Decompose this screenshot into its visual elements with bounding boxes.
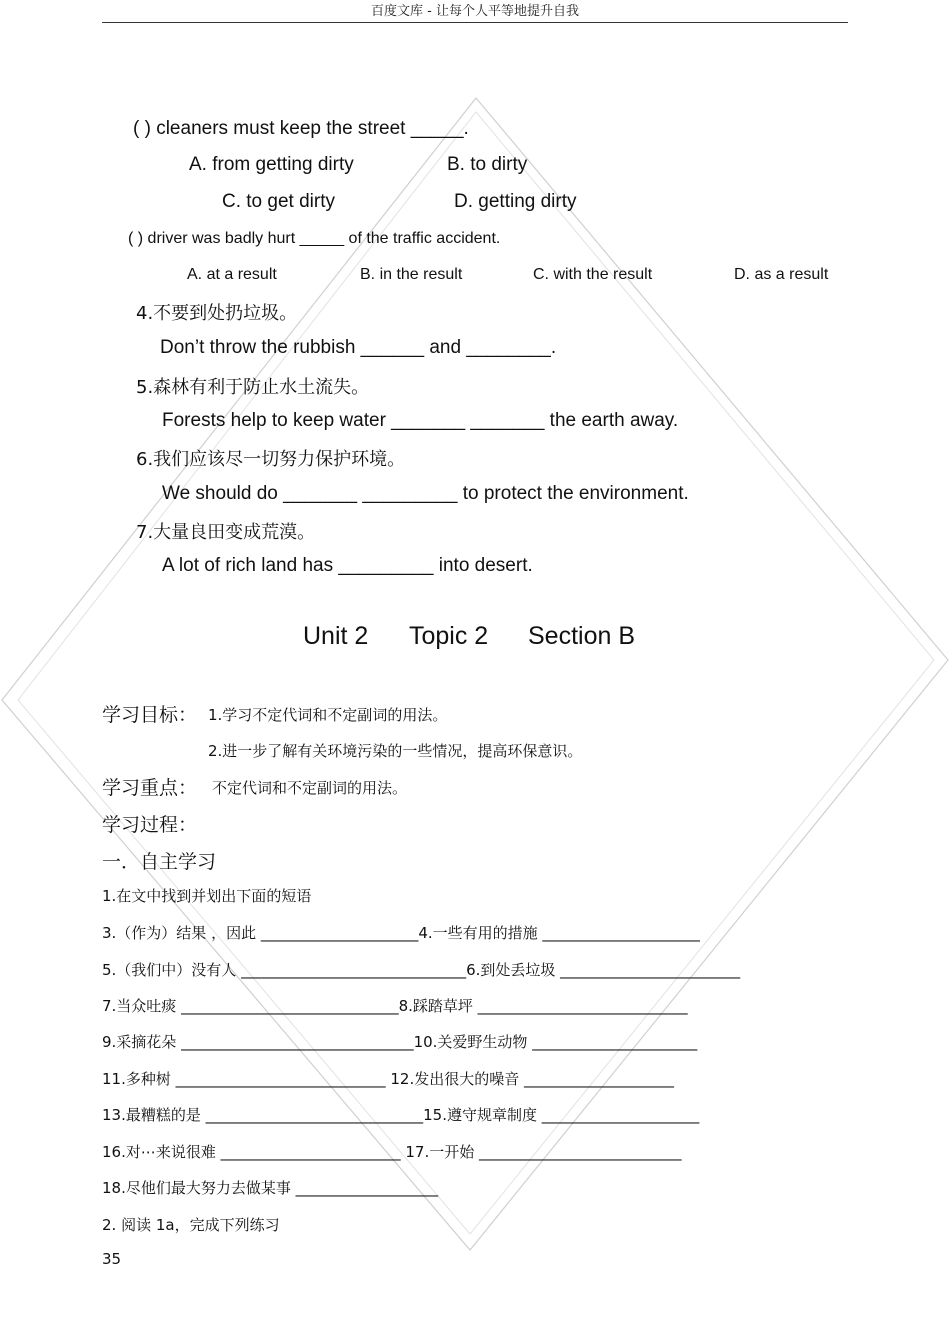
exercise-question: ( ) driver was badly hurt _____ of the traffic accident. xyxy=(128,230,501,247)
goal-item: 2.进一步了解有关环境污染的一些情况，提高环保意识。 xyxy=(208,742,583,760)
task1-label: 1.在文中找到并划出下面的短语 xyxy=(102,887,312,905)
translation-sentence: We should do _______ _________ to protect the environment. xyxy=(162,483,689,504)
exercise-option-a: A. from getting dirty xyxy=(189,154,354,175)
keypoints-label: 学习重点： xyxy=(102,777,198,799)
phrase-row: 7.当众吐痰 _____________________________8.踩踏草坪 ____________________________ xyxy=(102,997,688,1015)
phrase-row: 11.多种树 ____________________________ 12.发出很大的噪音 ____________________ xyxy=(102,1070,675,1088)
page-number: 35 xyxy=(102,1250,122,1268)
exercise-question: ( ) cleaners must keep the street _____. xyxy=(133,118,469,139)
translation-prompt: 5.森林有利于防止水土流失。 xyxy=(136,377,370,398)
goals-label: 学习目标： xyxy=(102,704,198,726)
translation-prompt: 4.不要到处扔垃圾。 xyxy=(136,303,298,324)
phrase-row: 18.尽他们最大努力去做某事 ___________________ xyxy=(102,1179,439,1197)
phrase-row: 13.最糟糕的是 _____________________________15.遵守规章制度 _____________________ xyxy=(102,1106,700,1124)
translation-sentence: Don’t throw the rubbish ______ and ________. xyxy=(160,337,557,358)
section-title-topic: Topic 2 xyxy=(409,622,489,650)
exercise-option-b: B. in the result xyxy=(360,266,463,283)
translation-prompt: 6.我们应该尽一切努力保护环境。 xyxy=(136,449,406,470)
exercise-option-a: A. at a result xyxy=(187,266,277,283)
phrase-row: 5.（我们中）没有人 ______________________________6.到处丢垃圾 ________________________ xyxy=(102,961,741,979)
section-title-unit: Unit 2 xyxy=(303,622,369,650)
phrase-row: 9.采摘花朵 _______________________________10.关爱野生动物 ______________________ xyxy=(102,1033,698,1051)
translation-prompt: 7.大量良田变成荒漠。 xyxy=(136,522,316,543)
translation-sentence: Forests help to keep water _______ _______ the earth away. xyxy=(162,410,679,431)
phrase-row: 16.对⋯来说很难 ________________________ 17.一开始 ___________________________ xyxy=(102,1143,682,1161)
page-header: 百度文库 - 让每个人平等地提升自我 xyxy=(371,4,579,19)
keypoints-text: 不定代词和不定副词的用法。 xyxy=(212,779,408,797)
section-title-section: Section B xyxy=(528,622,636,650)
task2-label: 2. 阅读 1a，完成下列练习 xyxy=(102,1216,280,1234)
exercise-option-c: C. to get dirty xyxy=(222,191,335,212)
translation-sentence: A lot of rich land has _________ into desert. xyxy=(162,555,533,576)
exercise-option-d: D. getting dirty xyxy=(454,191,577,212)
phrase-row: 3.（作为）结果 ，因此 _____________________4.一些有用的措施 _____________________ xyxy=(102,924,700,942)
exercise-option-d: D. as a result xyxy=(734,266,829,283)
goal-item: 1.学习不定代词和不定副词的用法。 xyxy=(208,706,448,724)
exercise-option-b: B. to dirty xyxy=(447,154,528,175)
process-label: 学习过程： xyxy=(102,814,198,836)
self-study-heading: 一．自主学习 xyxy=(102,851,217,873)
exercise-option-c: C. with the result xyxy=(533,266,653,283)
